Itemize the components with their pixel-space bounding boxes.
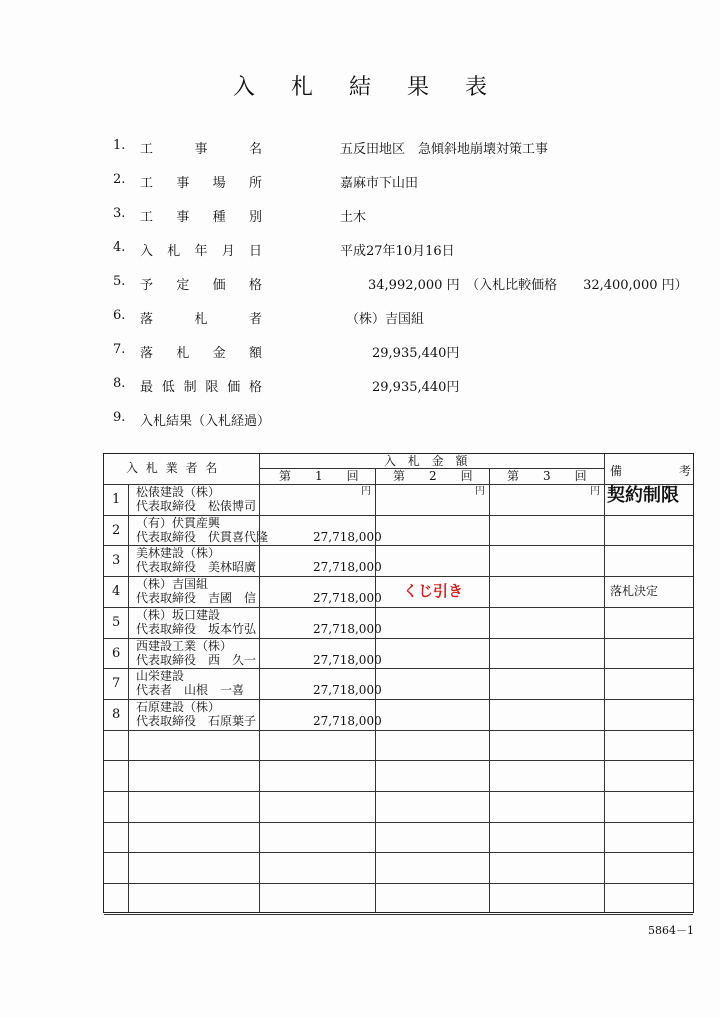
representative: 代表取締役 坂本竹弘 [136, 621, 257, 636]
item-number: 9. [113, 410, 126, 425]
info-item [0, 274, 720, 294]
company-name: 美林建設（株） [136, 546, 221, 561]
info-item [0, 172, 720, 192]
info-item [0, 308, 720, 328]
yen-unit: 円 [475, 486, 485, 497]
info-item [0, 206, 720, 226]
row-number: 7 [112, 676, 121, 692]
remark-contract-restricted: 契約制限 [607, 485, 679, 506]
item-number: 8. [113, 376, 126, 391]
row-number: 3 [112, 553, 121, 569]
divider [104, 852, 693, 853]
item-number: 4. [113, 240, 126, 255]
bid-result-table [103, 453, 694, 913]
divider [104, 791, 693, 792]
info-item [0, 376, 720, 396]
item-label: 入 札 年 月 日 [140, 244, 262, 259]
row-number: 1 [112, 492, 121, 507]
item-label: 落 札 金 額 [140, 346, 262, 361]
item-number: 5. [113, 274, 126, 289]
item-label: 工 事 種 別 [140, 210, 262, 225]
item-number: 3. [113, 206, 126, 221]
company-name: 山栄建設 [136, 669, 185, 684]
bid-round-1: 27,718,000 [313, 683, 382, 698]
bid-round-1: 27,718,000 [313, 560, 382, 575]
item-label: 最 低 制 限 価 格 [140, 380, 262, 395]
company-name: 西建設工業（株） [136, 638, 233, 653]
row-number: 8 [112, 706, 121, 722]
company-name: 松俵建設（株） [136, 485, 221, 499]
company-name: （有）伏貫産興 [136, 515, 221, 530]
company-name: （株）坂口建設 [136, 607, 221, 622]
info-item [0, 138, 720, 158]
bid-round-1: 27,718,000 [313, 591, 382, 606]
item-label: 落 札 者 [140, 312, 262, 327]
representative: 代表取締役 石原葉子 [136, 713, 257, 728]
row-number: 4 [112, 584, 121, 600]
divider [604, 454, 605, 912]
header-round-3: 第 3 回 [507, 469, 587, 483]
item-label: 工 事 場 所 [140, 176, 262, 191]
page-title: 入札結果表 [232, 75, 523, 100]
header-round-2: 第 2 回 [393, 469, 473, 483]
yen-unit: 円 [590, 486, 600, 497]
divider [259, 454, 260, 912]
item-label: 予 定 価 格 [140, 278, 262, 293]
header-remarks: 備 [610, 464, 623, 478]
item-value: 29,935,440円 [372, 346, 460, 361]
divider [104, 730, 693, 731]
divider [104, 760, 693, 761]
item-value: （株）吉国組 [346, 312, 425, 327]
header-bidder: 入 札 業 者 名 [126, 461, 220, 475]
representative: 代表取締役 伏貫喜代隆 [136, 529, 269, 544]
bid-round-1: 27,718,000 [313, 652, 382, 667]
lottery-note: くじ引き [403, 582, 464, 601]
info-item [0, 410, 720, 430]
item-number: 2. [113, 172, 126, 187]
divider [104, 914, 693, 915]
page-number: 5864－1 [648, 924, 694, 937]
bid-round-1: 27,718,000 [313, 621, 382, 636]
representative: 代表取締役 吉國 信 [136, 591, 257, 606]
item-value: 34,992,000 円 （入札比較価格 32,400,000 円） [368, 278, 688, 293]
item-value: 29,935,440円 [372, 380, 460, 395]
row-number: 5 [112, 614, 121, 630]
divider [104, 668, 693, 669]
item-label: 工 事 名 [140, 142, 262, 157]
item-value: 五反田地区 急傾斜地崩壊対策工事 [340, 142, 549, 157]
header-remarks: 考 [679, 464, 692, 478]
row-number: 2 [112, 522, 121, 538]
item-number: 6. [113, 308, 126, 323]
divider [104, 883, 693, 884]
header-round-1: 第 1 回 [279, 469, 359, 483]
info-item [0, 240, 720, 260]
item-number: 1. [113, 138, 126, 153]
yen-unit: 円 [361, 486, 371, 497]
item-number: 7. [113, 342, 126, 357]
bid-round-1: 27,718,000 [313, 529, 382, 544]
item-value: 土木 [340, 210, 367, 225]
representative: 代表取締役 美林昭廣 [136, 560, 257, 575]
info-item [0, 342, 720, 362]
representative: 代表取締役 西 久一 [136, 652, 257, 667]
remark: 落札決定 [610, 584, 659, 599]
row-number: 6 [112, 645, 121, 661]
bid-round-1: 27,718,000 [313, 713, 382, 728]
item-label: 入札結果（入札経過） [140, 414, 271, 429]
representative: 代表取締役 松俵博司 [136, 499, 257, 513]
divider [489, 468, 490, 912]
company-name: （株）吉国組 [136, 577, 209, 592]
divider [104, 822, 693, 823]
representative: 代表者 山根 一喜 [136, 683, 245, 698]
header-amount: 入 札 金 額 [384, 454, 472, 468]
item-value: 嘉麻市下山田 [340, 176, 419, 191]
company-name: 石原建設（株） [136, 699, 221, 714]
item-value: 平成27年10月16日 [340, 244, 455, 259]
